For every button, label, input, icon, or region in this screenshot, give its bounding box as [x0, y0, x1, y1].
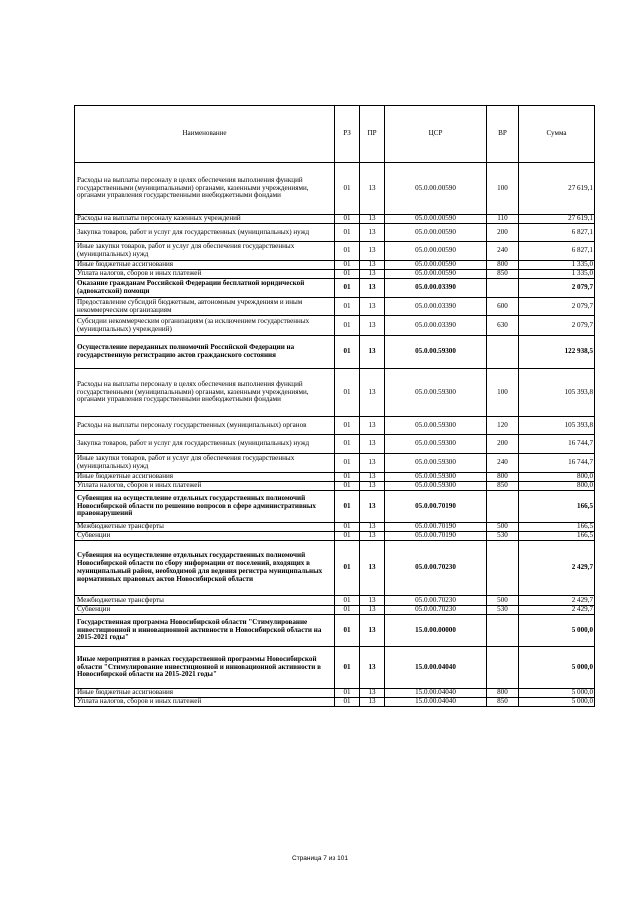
row-csr: 05.0.00.03390	[385, 316, 487, 336]
row-pr: 13	[360, 435, 385, 454]
table-row	[75, 224, 595, 242]
row-vr	[487, 647, 519, 689]
row-rz: 01	[335, 435, 360, 454]
row-rz: 01	[335, 473, 360, 482]
row-pr: 13	[360, 215, 385, 224]
budget-table	[74, 105, 595, 707]
row-pr: 13	[360, 491, 385, 523]
row-sum: 2 079,7	[519, 316, 595, 336]
row-csr: 15.0.00.04040	[385, 698, 487, 707]
table-row	[75, 215, 595, 224]
row-name: Закупка товаров, работ и услуг для государственных (муниципальных) нужд	[75, 435, 335, 454]
row-pr: 13	[360, 606, 385, 615]
table-row	[75, 615, 595, 647]
row-sum: 2 079,7	[519, 298, 595, 316]
row-name: Расходы на выплаты персоналу в целях обеспечения выполнения функций государственными (муниципальными) органами, казенными учреждениями, органами управления государственными внебюджетными фондами	[75, 369, 335, 417]
row-pr: 13	[360, 298, 385, 316]
row-name: Уплата налогов, сборов и иных платежей	[75, 482, 335, 491]
header-pr: ПР	[360, 106, 385, 163]
row-pr: 13	[360, 541, 385, 596]
row-vr: 200	[487, 224, 519, 242]
row-csr: 05.0.00.59300	[385, 369, 487, 417]
row-name: Расходы на выплаты персоналу казенных учреждений	[75, 215, 335, 224]
row-vr	[487, 615, 519, 647]
table-row	[75, 596, 595, 606]
row-sum: 2 429,7	[519, 596, 595, 606]
table-row	[75, 417, 595, 435]
row-vr	[487, 491, 519, 523]
table-row	[75, 298, 595, 316]
row-rz: 01	[335, 270, 360, 279]
row-name: Иные бюджетные ассигнования	[75, 473, 335, 482]
table-row	[75, 491, 595, 523]
table-row	[75, 647, 595, 689]
row-rz: 01	[335, 316, 360, 336]
row-name: Расходы на выплаты персоналу в целях обеспечения выполнения функций государственными (муниципальными) органами, казенными учреждениями, органами управления государственными внебюджетными фондами	[75, 163, 335, 215]
row-pr: 13	[360, 316, 385, 336]
row-csr: 05.0.00.00590	[385, 163, 487, 215]
table-row	[75, 163, 595, 215]
row-rz: 01	[335, 698, 360, 707]
row-name: Иные закупки товаров, работ и услуг для обеспечения государственных (муниципальных) нужд	[75, 242, 335, 261]
row-name: Иные закупки товаров, работ и услуг для обеспечения государственных (муниципальных) нужд	[75, 454, 335, 473]
row-rz: 01	[335, 224, 360, 242]
row-csr: 05.0.00.59300	[385, 336, 487, 369]
row-sum: 5 000,0	[519, 689, 595, 698]
header-vr: ВР	[487, 106, 519, 163]
row-name: Иные бюджетные ассигнования	[75, 261, 335, 270]
row-name: Иные мероприятия в рамках государственной программы Новосибирской области "Стимулирование инвестиционной и инновационной активности в Новосибирской области на 2015-2021 годы"	[75, 647, 335, 689]
row-csr: 15.0.00.04040	[385, 689, 487, 698]
table-row	[75, 316, 595, 336]
row-rz: 01	[335, 215, 360, 224]
row-vr: 800	[487, 261, 519, 270]
row-csr: 05.0.00.00590	[385, 270, 487, 279]
row-vr: 240	[487, 242, 519, 261]
row-name: Иные бюджетные ассигнования	[75, 689, 335, 698]
row-sum: 27 619,1	[519, 163, 595, 215]
row-rz: 01	[335, 482, 360, 491]
row-rz: 01	[335, 606, 360, 615]
row-vr: 240	[487, 454, 519, 473]
row-csr: 05.0.00.70230	[385, 606, 487, 615]
table-row	[75, 279, 595, 298]
row-sum: 2 079,7	[519, 279, 595, 298]
row-csr: 05.0.00.00590	[385, 215, 487, 224]
row-vr	[487, 336, 519, 369]
row-vr: 530	[487, 606, 519, 615]
row-sum: 5 000,0	[519, 647, 595, 689]
row-rz: 01	[335, 532, 360, 541]
row-csr: 05.0.00.70190	[385, 532, 487, 541]
row-name: Межбюджетные трансферты	[75, 596, 335, 606]
table-row	[75, 523, 595, 532]
header-csr: ЦСР	[385, 106, 487, 163]
row-csr: 05.0.00.03390	[385, 298, 487, 316]
row-pr: 13	[360, 647, 385, 689]
row-name: Оказание гражданам Российской Федерации бесплатной юридической (адвокатской) помощи	[75, 279, 335, 298]
table-row	[75, 473, 595, 482]
row-csr: 05.0.00.59300	[385, 482, 487, 491]
row-sum: 6 827,1	[519, 242, 595, 261]
page-number: Страница 7 из 101	[292, 855, 348, 862]
row-rz: 01	[335, 523, 360, 532]
row-name: Предоставление субсидий бюджетным, автономным учреждениям и иным некоммерческим организациям	[75, 298, 335, 316]
row-sum: 166,5	[519, 523, 595, 532]
row-pr: 13	[360, 163, 385, 215]
row-pr: 13	[360, 336, 385, 369]
row-pr: 13	[360, 242, 385, 261]
row-pr: 13	[360, 523, 385, 532]
row-vr: 200	[487, 435, 519, 454]
row-sum: 6 827,1	[519, 224, 595, 242]
row-rz: 01	[335, 242, 360, 261]
table-row	[75, 532, 595, 541]
row-name: Субвенция на осуществление отдельных государственных полномочий Новосибирской области по решению вопросов в сфере административных правонарушений	[75, 491, 335, 523]
row-name: Уплата налогов, сборов и иных платежей	[75, 270, 335, 279]
row-rz: 01	[335, 596, 360, 606]
row-csr: 05.0.00.70230	[385, 541, 487, 596]
row-name: Субвенции	[75, 532, 335, 541]
table-row	[75, 698, 595, 707]
row-rz: 01	[335, 454, 360, 473]
row-name: Субвенции	[75, 606, 335, 615]
row-pr: 13	[360, 224, 385, 242]
row-sum: 16 744,7	[519, 435, 595, 454]
row-vr: 500	[487, 596, 519, 606]
table-header-row	[75, 106, 595, 163]
row-csr: 05.0.00.03390	[385, 279, 487, 298]
row-sum: 2 429,7	[519, 541, 595, 596]
row-vr: 500	[487, 523, 519, 532]
table-row	[75, 261, 595, 270]
row-vr: 600	[487, 298, 519, 316]
row-name: Осуществление переданных полномочий Российской Федерации на государственную регистрацию актов гражданского состояния	[75, 336, 335, 369]
table-body	[75, 163, 595, 707]
row-pr: 13	[360, 417, 385, 435]
row-name: Субсидии некоммерческим организациям (за исключением государственных (муниципальных) учреждений)	[75, 316, 335, 336]
row-rz: 01	[335, 615, 360, 647]
row-sum: 2 429,7	[519, 606, 595, 615]
row-vr: 800	[487, 473, 519, 482]
row-rz: 01	[335, 261, 360, 270]
row-rz: 01	[335, 369, 360, 417]
row-vr: 110	[487, 215, 519, 224]
row-name: Межбюджетные трансферты	[75, 523, 335, 532]
row-csr: 05.0.00.70230	[385, 596, 487, 606]
row-pr: 13	[360, 279, 385, 298]
table-row	[75, 369, 595, 417]
table-row	[75, 336, 595, 369]
row-vr: 850	[487, 270, 519, 279]
row-pr: 13	[360, 270, 385, 279]
row-sum: 5 000,0	[519, 698, 595, 707]
row-vr: 850	[487, 482, 519, 491]
row-sum: 166,5	[519, 491, 595, 523]
row-rz: 01	[335, 647, 360, 689]
row-vr: 850	[487, 698, 519, 707]
row-pr: 13	[360, 596, 385, 606]
table-row	[75, 482, 595, 491]
row-sum: 105 393,8	[519, 369, 595, 417]
row-sum: 800,0	[519, 482, 595, 491]
row-rz: 01	[335, 298, 360, 316]
row-name: Расходы на выплаты персоналу государственных (муниципальных) органов	[75, 417, 335, 435]
row-vr: 530	[487, 532, 519, 541]
row-vr: 800	[487, 689, 519, 698]
row-rz: 01	[335, 163, 360, 215]
row-csr: 05.0.00.70190	[385, 523, 487, 532]
row-sum: 166,5	[519, 532, 595, 541]
row-name: Закупка товаров, работ и услуг для государственных (муниципальных) нужд	[75, 224, 335, 242]
row-csr: 05.0.00.59300	[385, 473, 487, 482]
table-row	[75, 689, 595, 698]
row-sum: 1 335,0	[519, 270, 595, 279]
row-sum: 800,0	[519, 473, 595, 482]
row-csr: 05.0.00.70190	[385, 491, 487, 523]
row-csr: 15.0.00.04040	[385, 647, 487, 689]
row-sum: 122 938,5	[519, 336, 595, 369]
row-csr: 05.0.00.00590	[385, 224, 487, 242]
table-row	[75, 270, 595, 279]
row-sum: 1 335,0	[519, 261, 595, 270]
header-name: Наименование	[75, 106, 335, 163]
row-csr: 05.0.00.59300	[385, 435, 487, 454]
row-sum: 5 000,0	[519, 615, 595, 647]
table-row	[75, 454, 595, 473]
row-pr: 13	[360, 698, 385, 707]
row-pr: 13	[360, 454, 385, 473]
row-rz: 01	[335, 541, 360, 596]
row-csr: 05.0.00.00590	[385, 261, 487, 270]
row-csr: 05.0.00.59300	[385, 417, 487, 435]
row-csr: 05.0.00.00590	[385, 242, 487, 261]
table-row	[75, 435, 595, 454]
row-pr: 13	[360, 473, 385, 482]
header-rz: РЗ	[335, 106, 360, 163]
row-sum: 27 619,1	[519, 215, 595, 224]
row-vr	[487, 279, 519, 298]
row-name: Государственная программа Новосибирской области "Стимулирование инвестиционной и инновационной активности в Новосибирской области на 2015-2021 годы"	[75, 615, 335, 647]
table-row	[75, 541, 595, 596]
row-vr: 630	[487, 316, 519, 336]
row-sum: 105 393,8	[519, 417, 595, 435]
row-pr: 13	[360, 369, 385, 417]
row-csr: 15.0.00.00000	[385, 615, 487, 647]
row-sum: 16 744,7	[519, 454, 595, 473]
row-pr: 13	[360, 261, 385, 270]
row-name: Уплата налогов, сборов и иных платежей	[75, 698, 335, 707]
row-pr: 13	[360, 615, 385, 647]
row-vr	[487, 541, 519, 596]
row-vr: 120	[487, 417, 519, 435]
table-row	[75, 606, 595, 615]
row-vr: 100	[487, 369, 519, 417]
row-rz: 01	[335, 279, 360, 298]
table-row	[75, 242, 595, 261]
row-pr: 13	[360, 532, 385, 541]
header-sum: Сумма	[519, 106, 595, 163]
row-rz: 01	[335, 491, 360, 523]
row-pr: 13	[360, 689, 385, 698]
row-rz: 01	[335, 336, 360, 369]
row-pr: 13	[360, 482, 385, 491]
row-name: Субвенция на осуществление отдельных государственных полномочий Новосибирской области по сбору информации от поселений, входящих в муниципальный район, необходимой для ведения регистра муниципальных нормативных правовых актов Новосибирской области	[75, 541, 335, 596]
row-rz: 01	[335, 417, 360, 435]
row-csr: 05.0.00.59300	[385, 454, 487, 473]
row-rz: 01	[335, 689, 360, 698]
row-vr: 100	[487, 163, 519, 215]
